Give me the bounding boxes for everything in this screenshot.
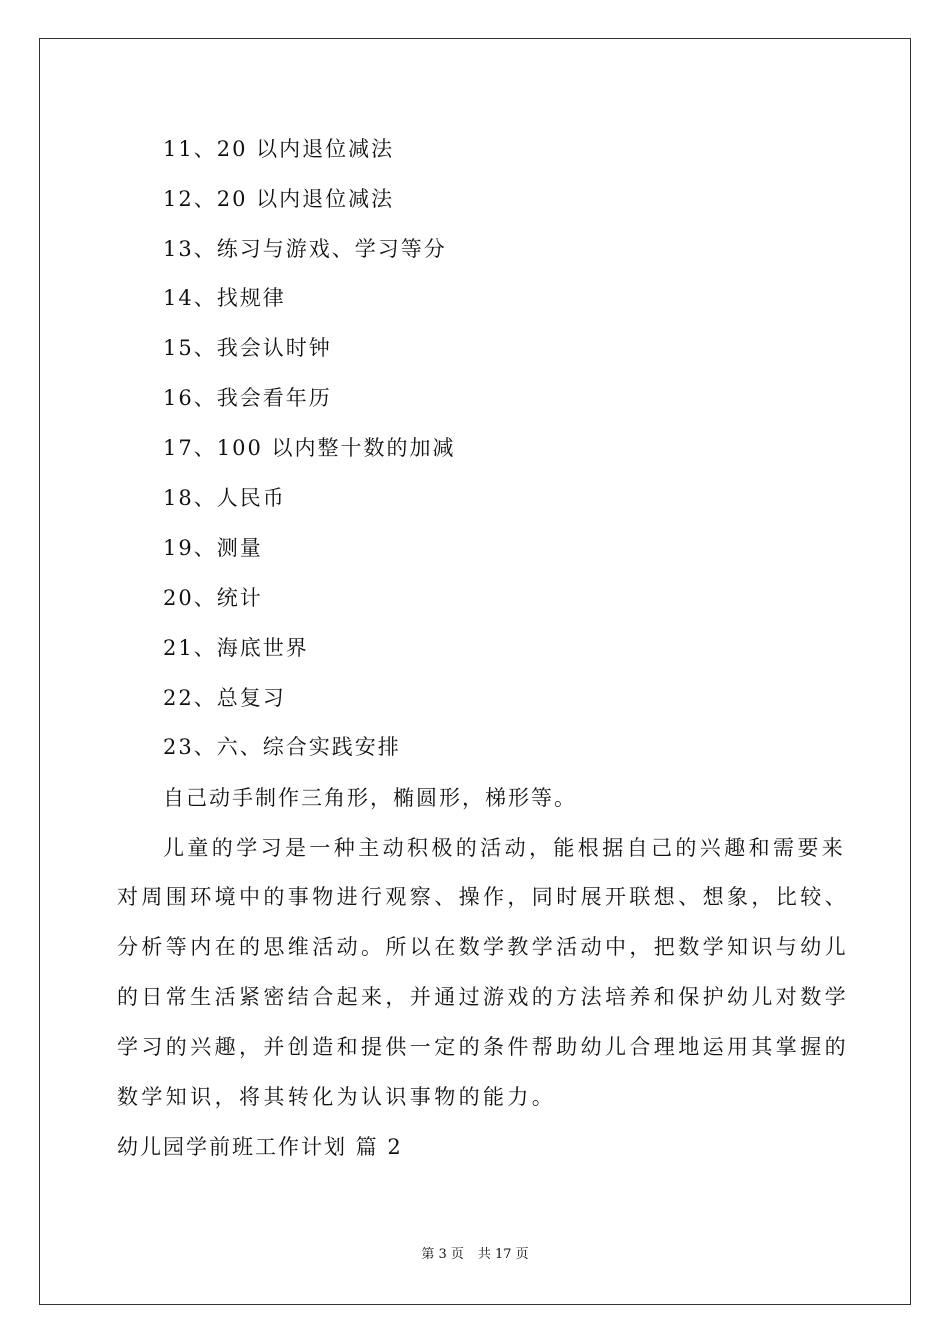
list-item: 14、找规律 (163, 286, 286, 310)
list-item: 12、20 以内退位减法 (163, 187, 395, 211)
list-item: 20、统计 (163, 586, 263, 610)
page-number: 第 3 页 (421, 1247, 464, 1262)
list-item: 22、总复习 (163, 686, 286, 710)
paragraph-line: 数学知识，将其转化为认识事物的能力。 (117, 1085, 557, 1109)
page-total: 共 17 页 (477, 1247, 529, 1262)
list-item: 21、海底世界 (163, 636, 309, 660)
list-item: 16、我会看年历 (163, 386, 332, 410)
paragraph-line: 学习的兴趣，并创造和提供一定的条件帮助幼儿合理地运用其掌握的 (117, 1035, 849, 1059)
list-item: 11、20 以内退位减法 (163, 137, 395, 161)
list-item: 18、人民币 (163, 486, 286, 510)
section-heading: 幼儿园学前班工作计划 篇 2 (117, 1135, 403, 1159)
list-item: 19、测量 (163, 536, 263, 560)
list-item: 15、我会认时钟 (163, 336, 332, 360)
paragraph-line: 的日常生活紧密结合起来，并通过游戏的方法培养和保护幼儿对数学 (117, 985, 849, 1009)
page-footer (0, 1248, 950, 1261)
page-border (39, 38, 911, 1305)
list-item: 13、练习与游戏、学习等分 (163, 237, 447, 261)
paragraph-line: 分析等内在的思维活动。所以在数学教学活动中，把数学知识与幼儿 (117, 935, 849, 959)
paragraph-line: 对周围环境中的事物进行观察、操作，同时展开联想、想象，比较、 (117, 885, 849, 909)
list-item: 23、六、综合实践安排 (163, 735, 401, 759)
paragraph-line: 儿童的学习是一种主动积极的活动，能根据自己的兴趣和需要来 (163, 836, 847, 860)
note-line: 自己动手制作三角形，椭圆形，梯形等。 (163, 786, 577, 810)
list-item: 17、100 以内整十数的加减 (163, 436, 456, 460)
